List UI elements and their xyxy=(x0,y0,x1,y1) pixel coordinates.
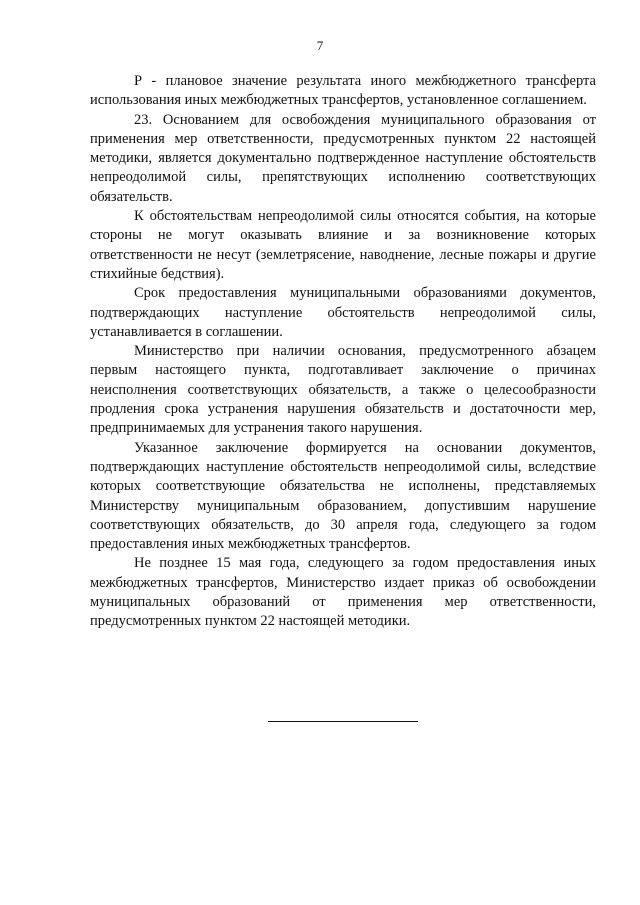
document-body xyxy=(90,72,596,632)
paragraph-ministry-conclusion: Министерство при наличии основания, предусмотренного абзацем первым настоящего пункта, подготавливает заключение о причинах неисполнения соответствующих обязательств, а также о целесообразности продления срока устранения нарушения обязательств и достаточности мер, предпринимаемых для устранения такого нарушения. xyxy=(90,343,596,437)
paragraph-p-value-definition: Р - плановое значение результата иного межбюджетного трансферта использования иных межбюджетных трансфертов, установленное соглашением. xyxy=(90,73,596,109)
paragraph-documents-deadline: Срок предоставления муниципальными образованиями документов, подтверждающих наступление обстоятельств непреодолимой силы, устанавливается в соглашении. xyxy=(90,285,596,340)
end-divider-line xyxy=(268,721,418,722)
paragraph-item-23: 23. Основанием для освобождения муниципального образования от применения мер ответственности, предусмотренных пунктом 22 настоящей методики, является документально подтвержденное наступление обстоятельств непреодолимой силы, препятствующих исполнению соответствующих обязательств. xyxy=(90,111,596,205)
paragraph-conclusion-basis: Указанное заключение формируется на основании документов, подтверждающих наступление обстоятельств непреодолимой силы, вследствие которых соответствующие обязательства не исполнены, представляемых Министерству муниципальным образованием, допустившим нарушение соответствующих обязательств, до 30 апреля года, следующего за годом предоставления иных межбюджетных трансфертов. xyxy=(90,439,596,553)
page-number: 7 xyxy=(316,38,324,53)
paragraph-force-majeure-definition: К обстоятельствам непреодолимой силы относятся события, на которые стороны не могут оказывать влияние и за возникновение которых ответственности не несут (землетрясение, наводнение, лесные пожары и другие стихийные бедствия). xyxy=(90,208,596,282)
paragraph-release-order: Не позднее 15 мая года, следующего за годом предоставления иных межбюджетных трансфертов, Министерство издает приказ об освобождении муниципальных образований от применения мер ответственности, предусмотренных пунктом 22 настоящей методики. xyxy=(90,555,596,630)
